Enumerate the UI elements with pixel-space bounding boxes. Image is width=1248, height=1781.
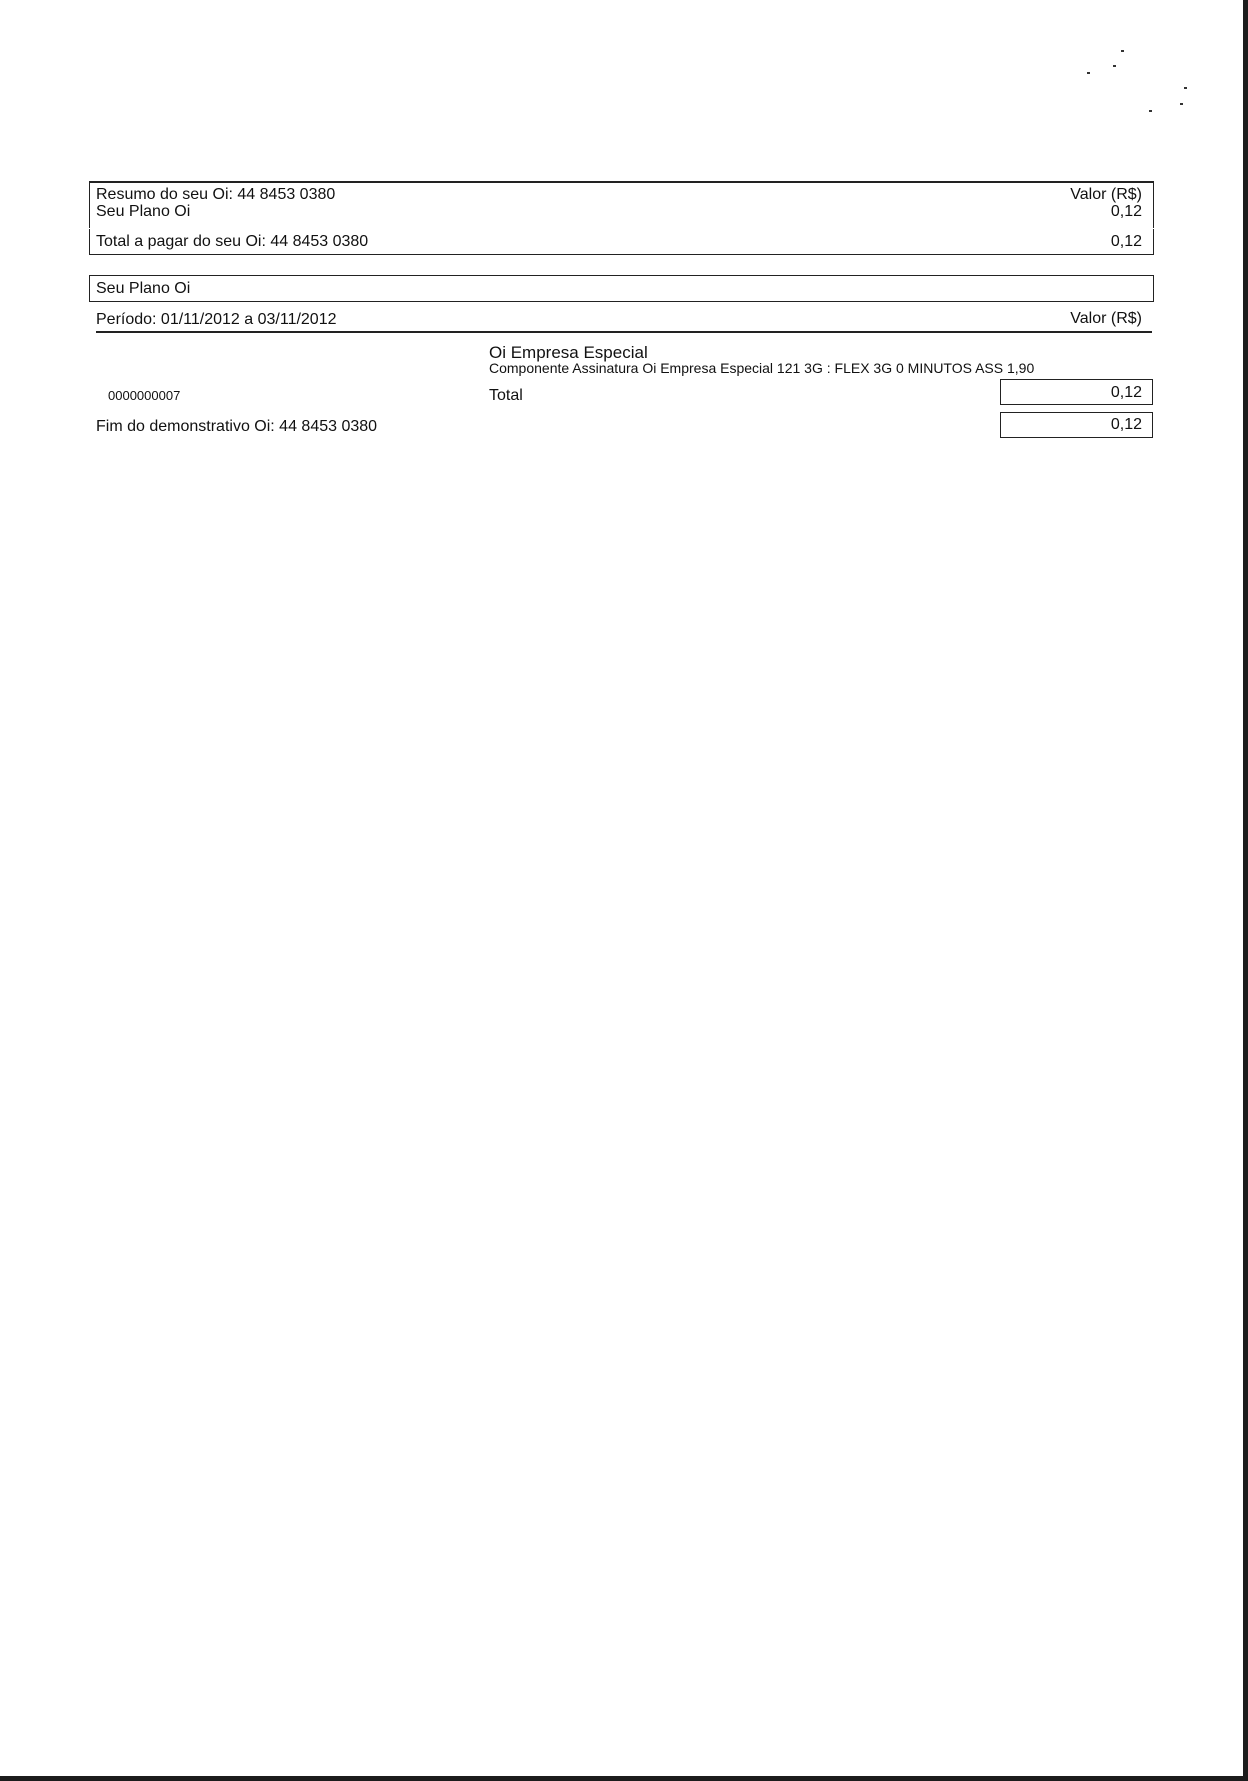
scan-speck <box>1121 50 1124 52</box>
period-rule <box>96 331 1152 333</box>
item-total-label: Total <box>489 387 523 404</box>
scan-speck <box>1149 110 1152 112</box>
period-value-header: Valor (R$) <box>1070 310 1142 327</box>
scan-speck <box>1184 87 1187 89</box>
summary-plan-label: Seu Plano Oi <box>96 203 191 220</box>
scan-speck <box>1180 103 1183 105</box>
item-name: Oi Empresa Especial <box>489 343 648 362</box>
end-of-statement-label: Fim do demonstrativo Oi: 44 8453 0380 <box>96 418 378 435</box>
item-description: Componente Assinatura Oi Empresa Especial 121 3G : FLEX 3G 0 MINUTOS ASS 1,90 <box>489 360 1035 376</box>
summary-value-header: Valor (R$) <box>1070 186 1142 203</box>
item-total-value: 0,12 <box>1110 384 1142 401</box>
summary-plan-value: 0,12 <box>1110 203 1142 220</box>
summary-title: Resumo do seu Oi: 44 8453 0380 <box>96 186 336 203</box>
summary-total-value: 0,12 <box>1110 233 1142 250</box>
plan-section-title: Seu Plano Oi <box>96 280 191 297</box>
plan-section-header <box>89 275 1154 302</box>
scan-speck <box>1113 65 1116 67</box>
summary-total-label: Total a pagar do seu Oi: 44 8453 0380 <box>96 233 369 250</box>
summary-divider <box>89 228 1154 229</box>
scan-speck <box>1087 72 1090 74</box>
end-of-statement-value: 0,12 <box>1110 416 1142 433</box>
item-code: 0000000007 <box>108 388 181 403</box>
period-label: Período: 01/11/2012 a 03/11/2012 <box>96 311 337 328</box>
